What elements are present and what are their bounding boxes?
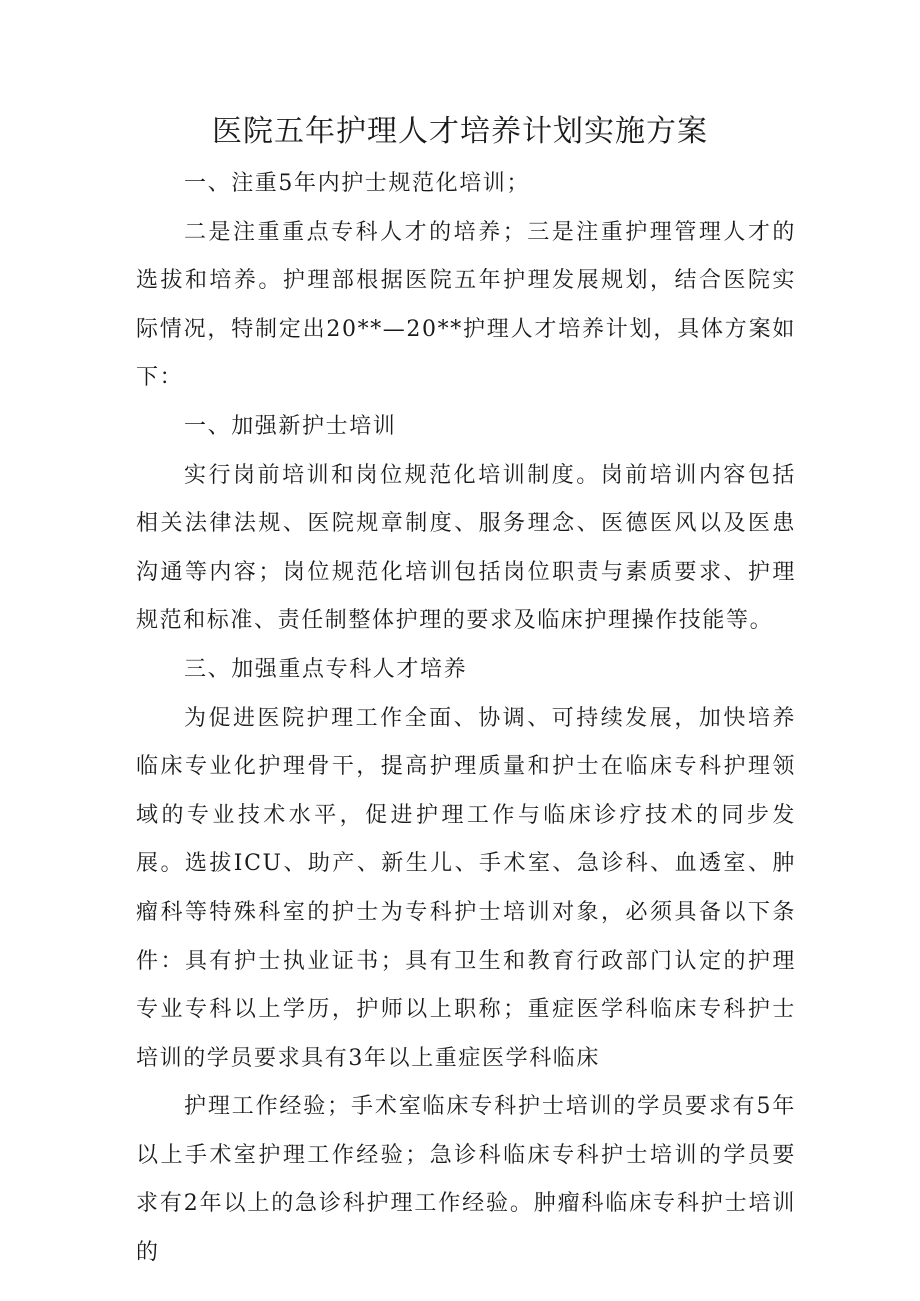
document-body <box>136 160 796 1278</box>
paragraph-new-nurse-training: 实行岗前培训和岗位规范化培训制度。岗前培训内容包括相关法律法规、医院规章制度、服务理念、医德医风以及医患沟通等内容；岗位规范化培训包括岗位职责与素质要求、护理规范和标准、责任制整体护理的要求及临床护理操作技能等。 <box>136 462 796 634</box>
paragraph-new-nurse-heading: 一、加强新护士培训 <box>184 413 397 439</box>
paragraph-intro: 二是注重重点专科人才的培养；三是注重护理管理人才的选拔和培养。护理部根据医院五年护理发展规划，结合医院实际情况，特制定出20**—20**护理人才培养计划，具体方案如下： <box>136 219 796 391</box>
document-title: 医院五年护理人才培养计划实施方案 <box>212 114 708 149</box>
paragraph-specialty-heading: 三、加强重点专科人才培养 <box>184 656 468 682</box>
paragraph-section-one-heading: 一、注重5年内护士规范化培训； <box>184 171 530 196</box>
paragraph-specialty-training: 为促进医院护理工作全面、协调、可持续发展，加快培养临床专业化护理骨干，提高护理质量和护士在临床专科护理领域的专业技术水平，促进护理工作与临床诊疗技术的同步发展。选拔ICU、助产、新生儿、手术室、急诊科、血透室、肿瘤科等特殊科室的护士为专科护士培训对象，必须具备以下条件：具有护士执业证书；具有卫生和教育行政部门认定的护理专业专科以上学历，护师以上职称；重症医学科临床专科护士培训的学员要求具有3年以上重症医学科临床 <box>136 705 796 1071</box>
paragraph-experience-requirements: 护理工作经验；手术室临床专科护士培训的学员要求有5年以上手术室护理工作经验；急诊科临床专科护士培训的学员要求有2年以上的急诊科护理工作经验。肿瘤科临床专科护士培训的 <box>136 1094 796 1266</box>
